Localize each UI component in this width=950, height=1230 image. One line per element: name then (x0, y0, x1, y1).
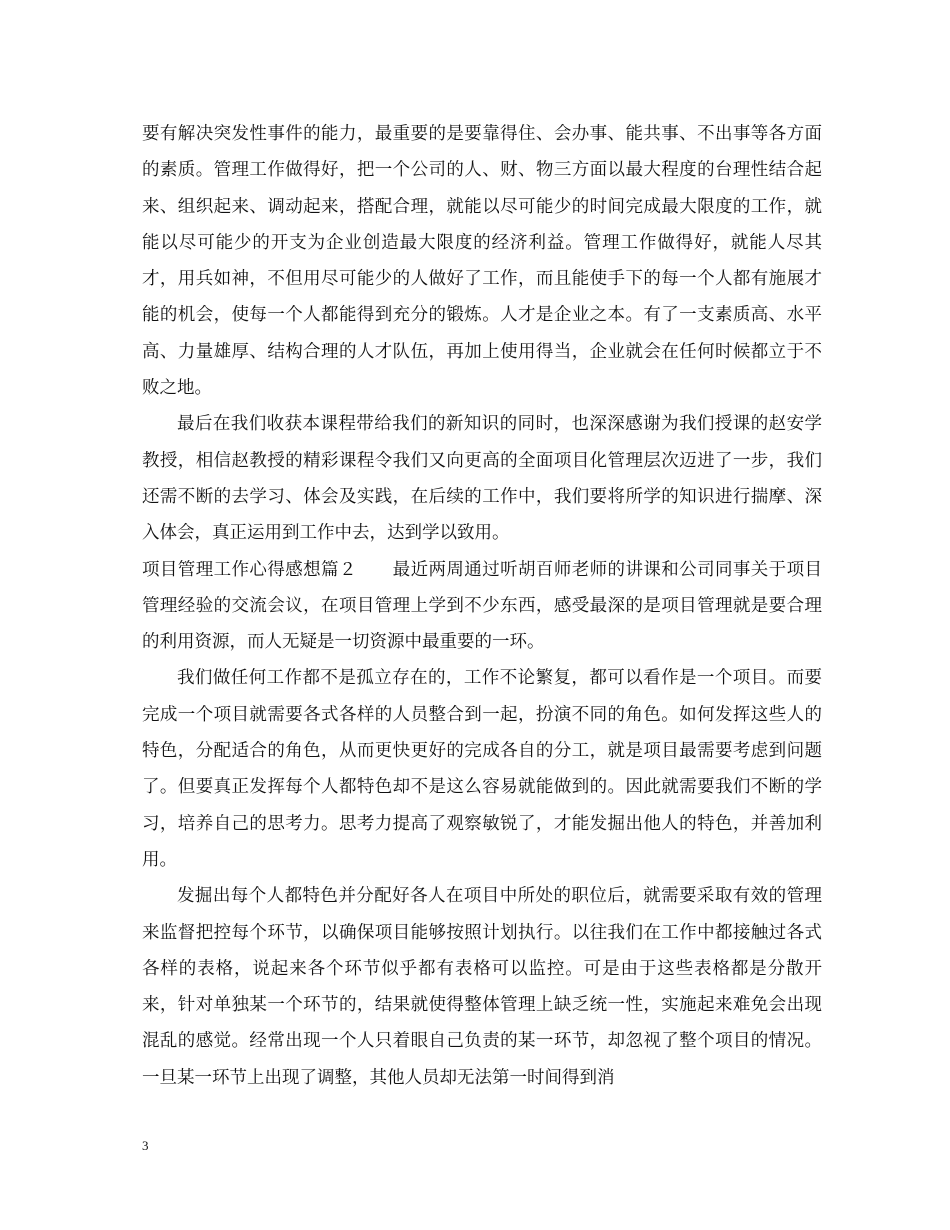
page-number: 3 (142, 1138, 149, 1153)
paragraph-5: 发掘出每个人都特色并分配好各人在项目中所处的职位后，就需要采取有效的管理来监督把控每个环节，以确保项目能够按照计划执行。以往我们在工作中都接触过各式各样的表格，说起来各个环节似乎都有表格可以监控。可是由于这些表格都是分散开来，针对单独某一个环节的，结果就使得整体管理上缺乏统一性，实施起来难免会出现混乱的感觉。经常出现一个人只着眼自己负责的某一环节，却忽视了整个项目的情况。一旦某一环节上出现了调整，其他人员却无法第一时间得到消 (142, 886, 822, 1088)
paragraph-1: 要有解决突发性事件的能力，最重要的是要靠得住、会办事、能共事、不出事等各方面的素质。管理工作做得好，把一个公司的人、财、物三方面以最大程度的台理性结合起来、组织起来、调动起来，搭配合理，就能以尽可能少的时间完成最大限度的工作，就能以尽可能少的开支为企业创造最大限度的经济利益。管理工作做得好，就能人尽其才，用兵如神，不但用尽可能少的人做好了工作，而且能使手下的每一个人都有施展才能的机会，使每一个人都能得到充分的锻炼。人才是企业之本。有了一支素质高、水平高、力量雄厚、结构合理的人才队伍，再加上使用得当，企业就会在任何时候都立于不败之地。 (142, 124, 822, 399)
paragraph-4: 我们做任何工作都不是孤立存在的，工作不论繁复，都可以看作是一个项目。而要完成一个项目就需要各式各样的人员整合到一起，扮演不同的角色。如何发挥这些人的特色，分配适合的角色，从而更快更好的完成各自的分工，就是项目最需要考虑到问题了。但要真正发挥每个人都特色却不是这么容易就能做到的。因此就需要我们不断的学习，培养自己的思考力。思考力提高了观察敏锐了，才能发掘出他人的特色，并善加利用。 (142, 668, 822, 870)
document-body (142, 116, 822, 1096)
paragraph-2: 最后在我们收获本课程带给我们的新知识的同时，也深深感谢为我们授课的赵安学教授，相信赵教授的精彩课程令我们又向更高的全面项目化管理层次迈进了一步，我们还需不断的去学习、体会及实践，在后续的工作中，我们要将所学的知识进行揣摩、深入体会，真正运用到工作中去，达到学以致用。 (142, 414, 822, 544)
paragraph-3: 项目管理工作心得感想篇２ 最近两周通过听胡百师老师的讲课和公司同事关于项目管理经验的交流会议，在项目管理上学到不少东西，感受最深的是项目管理就是要合理的利用资源，而人无疑是一切资源中最重要的一环。 (142, 559, 822, 653)
